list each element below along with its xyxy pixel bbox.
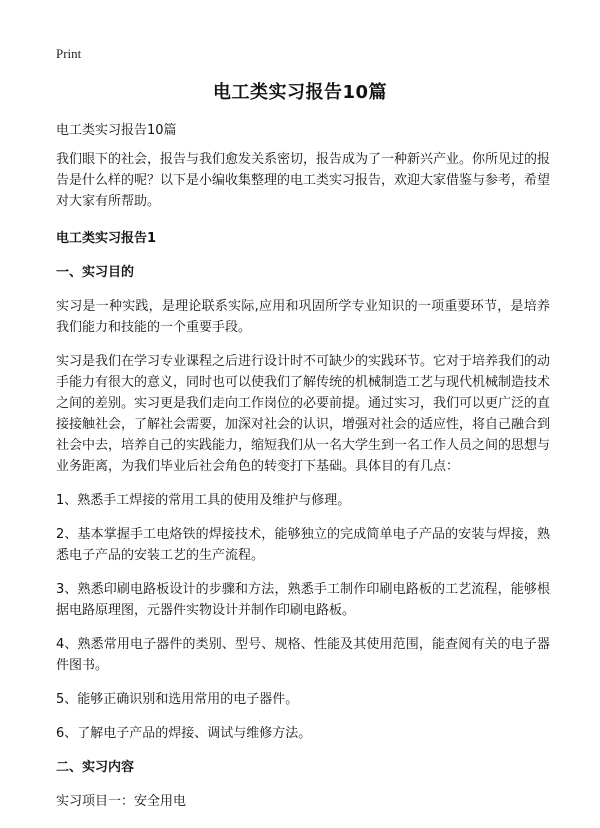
- project-line: 实习项目一：安全用电: [56, 794, 187, 809]
- print-label: Print: [56, 46, 82, 61]
- list-item: 1、熟悉手工焊接的常用工具的使用及维护与修理。: [56, 493, 351, 508]
- list-item: 6、了解电子产品的焊接、调试与维修方法。: [56, 726, 312, 741]
- paragraph: 实习是我们在学习专业课程之后进行设计时不可缺少的实践环节。它对于培养我们的动手能力有很大的意义，同时也可以使我们了解传统的机械制造工艺与现代机械制造技术之间的差别。实习更是我们走向工作岗位的必要前提。通过实习，我们可以更广泛的直接接触社会，了解社会需要，加深对社会的认识，增强对社会的适应性，将自己融合到社会中去，培养自己的实践能力，缩短我们从一名大学生到一名工作人员之间的思想与业务距离，为我们毕业后社会角色的转变打下基础。具体目的有几点：: [56, 354, 551, 474]
- subtitle: 电工类实习报告10篇: [56, 123, 177, 138]
- list-item: 2、基本掌握手工电烙铁的焊接技术，能够独立的完成简单电子产品的安装与焊接，熟悉电子产品的安装工艺的生产流程。: [56, 527, 550, 563]
- document-title: 电工类实习报告10篇: [212, 82, 388, 103]
- list-item: 4、熟悉常用电子器件的类别、型号、规格、性能及其使用范围，能查阅有关的电子器件图书。: [56, 637, 550, 673]
- section-heading-purpose: 一、实习目的: [56, 265, 135, 280]
- report-heading: 电工类实习报告1: [56, 231, 157, 246]
- intro-paragraph: 我们眼下的社会，报告与我们愈发关系密切，报告成为了一种新兴产业。你所见过的报告是什么样的呢？以下是小编收集整理的电工类实习报告，欢迎大家借鉴与参考，希望对大家有所帮助。: [56, 152, 551, 209]
- list-item: 3、熟悉印刷电路板设计的步骤和方法，熟悉手工制作印刷电路板的工艺流程，能够根据电路原理图，元器件实物设计并制作印刷电路板。: [56, 582, 550, 618]
- document-body: [56, 120, 550, 820]
- paragraph: 实习是一种实践，是理论联系实际,应用和巩固所学专业知识的一项重要环节，是培养我们能力和技能的一个重要手段。: [56, 299, 550, 335]
- section-heading-content: 二、实习内容: [56, 760, 135, 775]
- list-item: 5、能够正确识别和选用常用的电子器件。: [56, 692, 299, 707]
